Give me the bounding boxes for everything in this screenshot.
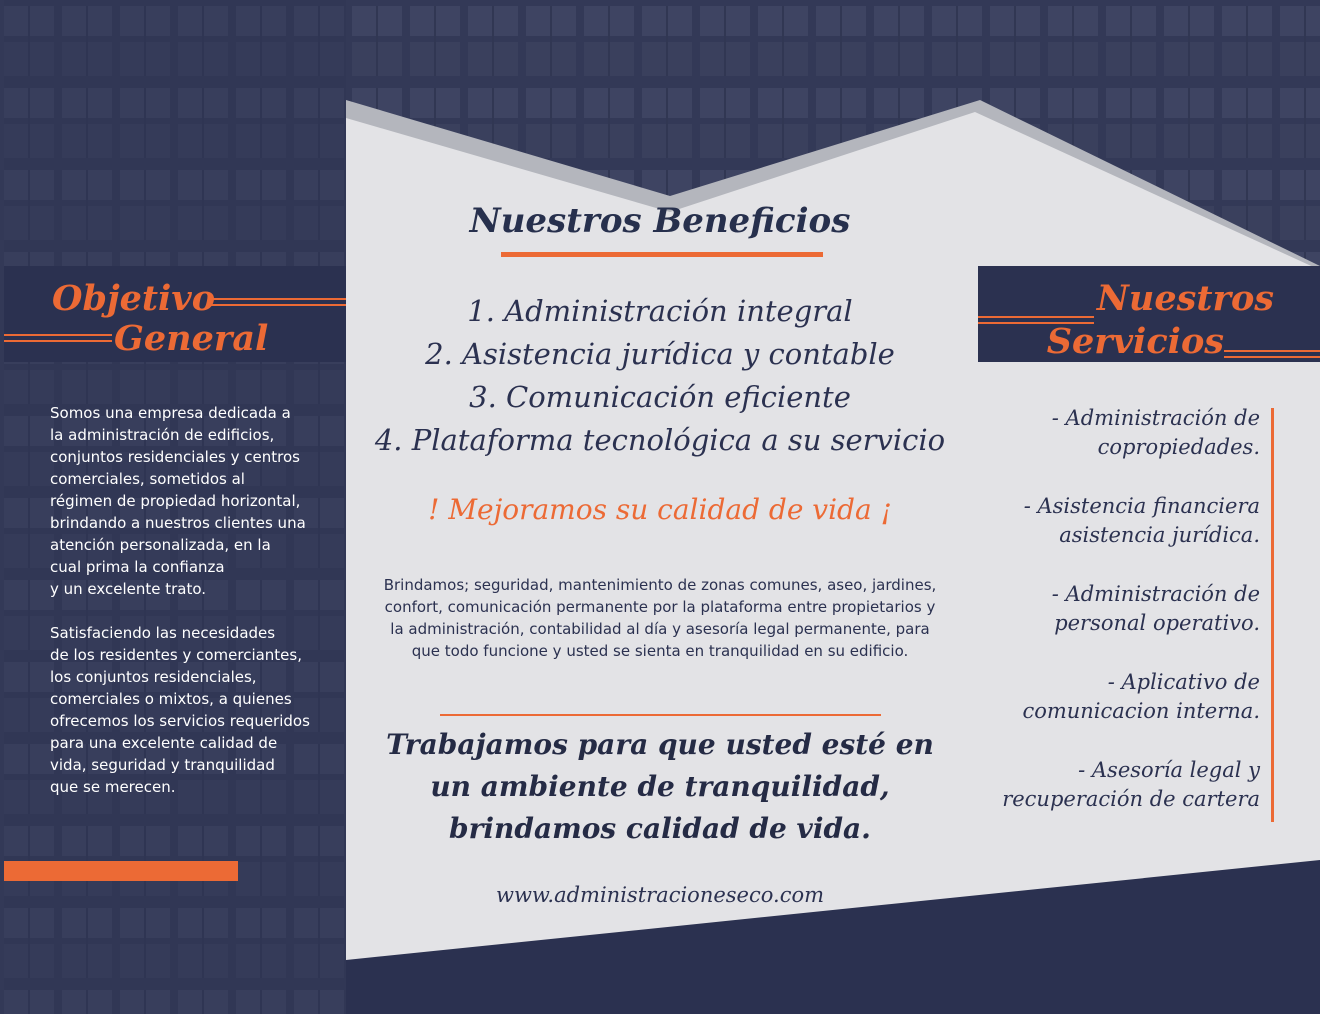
beneficio-item: 2. Asistencia jurídica y contable — [425, 337, 895, 371]
servicio-item: - Administración de personal operativo. — [1051, 582, 1260, 635]
beneficio-item: 1. Administración integral — [467, 294, 853, 328]
website-url: www.administracioneseco.com — [495, 883, 825, 907]
servicio-item: - Administración de copropiedades. — [1051, 406, 1260, 459]
objetivo-title — [52, 279, 292, 359]
beneficios-underline — [501, 252, 823, 257]
servicios-list — [990, 404, 1260, 844]
objetivo-title-line1: Objetivo — [52, 278, 216, 319]
objetivo-paragraph-1: Somos una empresa dedicada a la administración de edificios, conjuntos residenciales y centros comerciales, sometidos al régimen de propiedad horizontal, brindando a nuestros clientes una atención personalizada, en la cual prima la confianza y un excelente trato. — [50, 404, 306, 598]
beneficios-title: Nuestros Beneficios — [469, 201, 851, 241]
mission-statement: Trabajamos para que usted esté en un ambiente de tranquilidad, brindamos calidad de vida. — [386, 728, 934, 845]
servicios-title-line2: Servicios — [1046, 321, 1224, 362]
servicios-title — [1030, 277, 1280, 363]
servicio-item: - Aplicativo de comunicacion interna. — [1022, 670, 1260, 723]
servicio-item: - Asesoría legal y recuperación de cartera — [1002, 758, 1260, 811]
servicio-item: - Asistencia financiera asistencia jurídica. — [1023, 494, 1260, 547]
servicios-title-line1: Nuestros — [1096, 278, 1274, 319]
slogan: ! Mejoramos su calidad de vida ¡ — [428, 493, 892, 526]
divider-line — [440, 714, 881, 716]
servicios-vertical-line — [1271, 408, 1274, 822]
beneficios-body-text: Brindamos; seguridad, mantenimiento de zonas comunes, aseo, jardines, confort, comunicación permanente por la plataforma entre propietarios y la administración, contabilidad al día y asesoría legal permanente, para que todo funcione y usted se sienta en tranquilidad en su edificio. — [383, 576, 937, 660]
orange-accent-bar — [4, 861, 238, 881]
objetivo-paragraph-2: Satisfaciendo las necesidades de los residentes y comerciantes, los conjuntos residenciales, comerciales o mixtos, a quienes ofrecemos los servicios requeridos para una excelente calidad de vida, seguridad y tranquilidad que se merecen. — [50, 624, 310, 796]
objetivo-title-line2: General — [114, 318, 269, 359]
beneficios-list — [360, 290, 960, 462]
beneficio-item: 4. Plataforma tecnológica a su servicio — [374, 423, 946, 457]
beneficio-item: 3. Comunicación eficiente — [469, 380, 851, 414]
objetivo-text — [50, 402, 330, 820]
